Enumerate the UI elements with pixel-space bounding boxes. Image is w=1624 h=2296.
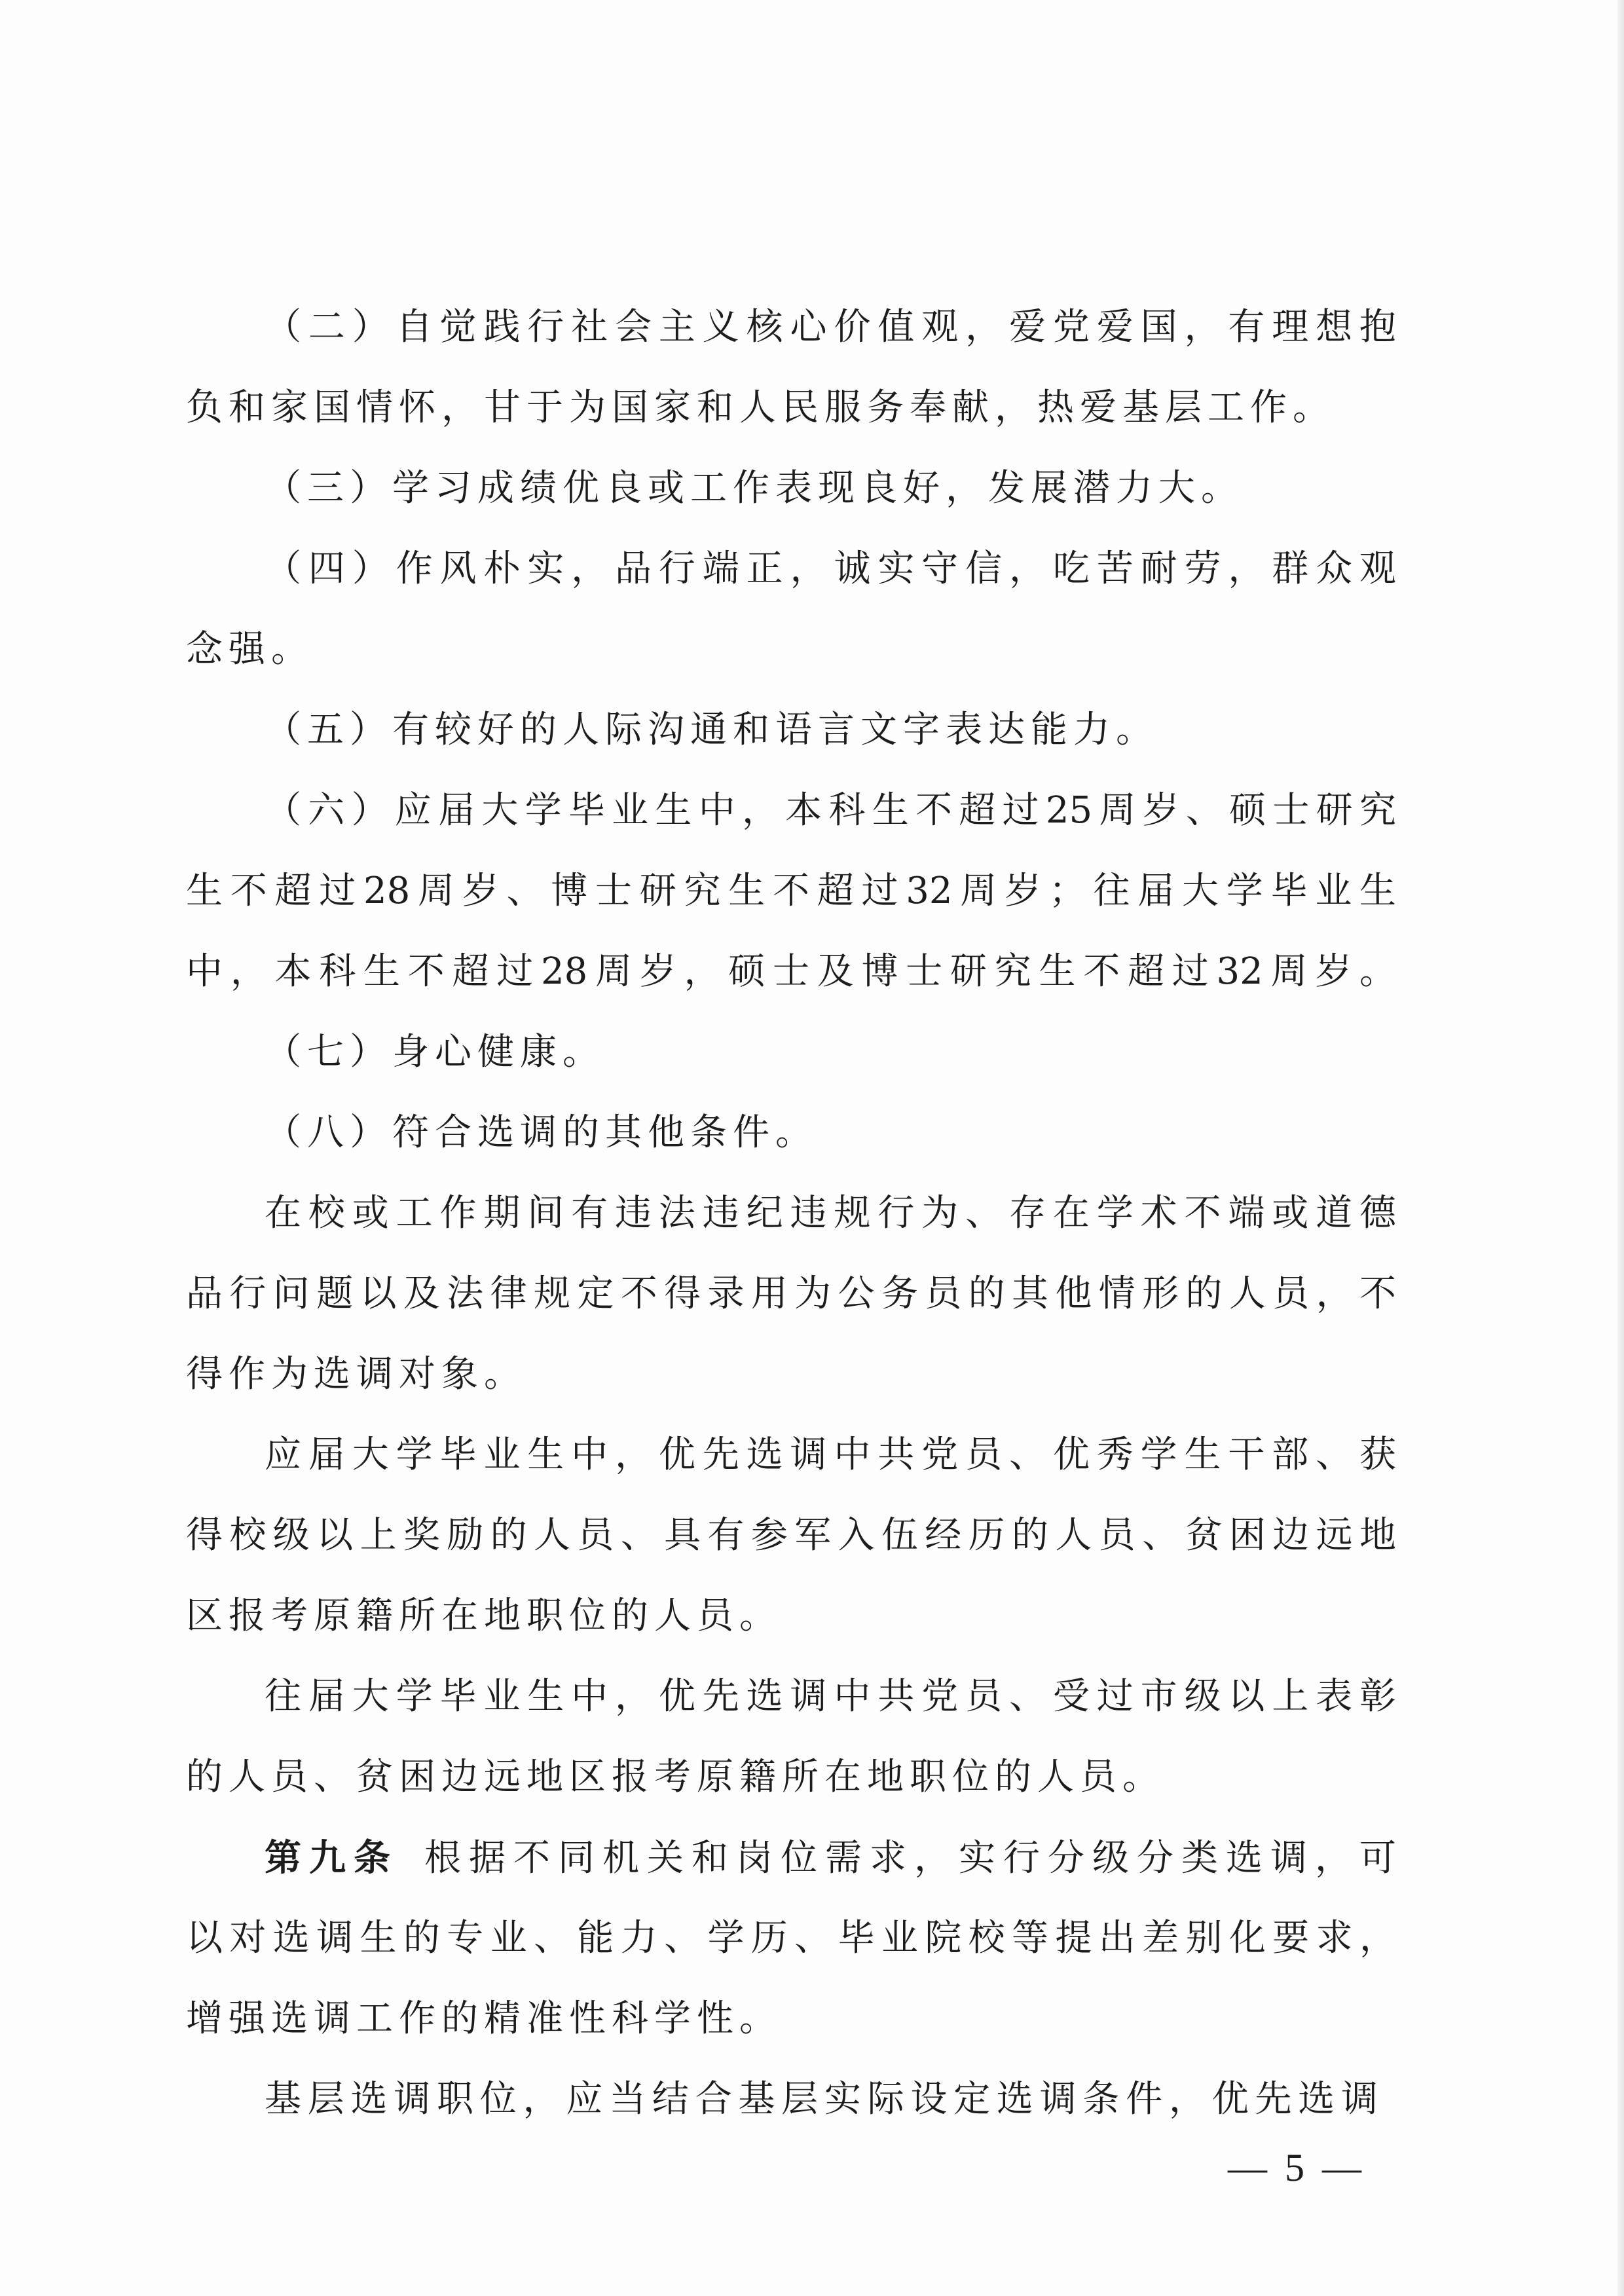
text-line: （四）作风朴实，品行端正，诚实守信，吃苦耐劳，群众观 [265, 547, 1396, 590]
text-line: 念强。 [186, 628, 314, 671]
text-line: 增强选调工作的精准性科学性。 [186, 1997, 782, 2040]
text-line: （八）符合选调的其他条件。 [265, 1111, 818, 1154]
text-line: （六）应届大学毕业生中，本科生不超过25周岁、硕士研究 [265, 789, 1396, 832]
article-label: 第九条 [265, 1836, 398, 1879]
text-line: 负和家国情怀，甘于为国家和人民服务奉献，热爱基层工作。 [186, 386, 1335, 429]
text-line: 中，本科生不超过28周岁，硕士及博士研究生不超过32周岁。 [186, 950, 1396, 993]
text-line: 以对选调生的专业、能力、学历、毕业院校等提出差别化要求， [186, 1917, 1396, 1959]
page-number: — 5 — [1228, 2146, 1365, 2189]
text-line: 生不超过28周岁、博士研究生不超过32周岁；往届大学毕业生 [186, 870, 1396, 912]
text-line: 区报考原籍所在地职位的人员。 [186, 1595, 782, 1637]
text-line: 品行问题以及法律规定不得录用为公务员的其他情形的人员，不 [186, 1272, 1396, 1315]
text-line: （七）身心健康。 [265, 1031, 605, 1073]
text-line: （二）自觉践行社会主义核心价值观，爱党爱国，有理想抱 [265, 306, 1396, 348]
text-line: 基层选调职位，应当结合基层实际设定选调条件，优先选调 [265, 2078, 1378, 2120]
text-line: （五）有较好的人际沟通和语言文字表达能力。 [265, 709, 1158, 751]
article-text: 根据不同机关和岗位需求，实行分级分类选调，可 [424, 1837, 1396, 1879]
text-line: （三）学习成绩优良或工作表现良好，发展潜力大。 [265, 467, 1244, 509]
text-line: 应届大学毕业生中，优先选调中共党员、优秀学生干部、获 [265, 1434, 1396, 1476]
text-line [265, 1832, 1396, 1884]
text-line: 在校或工作期间有违法违纪违规行为、存在学术不端或道德 [265, 1192, 1396, 1234]
text-line: 往届大学毕业生中，优先选调中共党员、受过市级以上表彰 [265, 1675, 1396, 1718]
text-line: 得校级以上奖励的人员、具有参军入伍经历的人员、贫困边远地 [186, 1514, 1396, 1557]
scan-edge [1617, 0, 1624, 2296]
text-line: 的人员、贫困边远地区报考原籍所在地职位的人员。 [186, 1756, 1165, 1798]
text-line: 得作为选调对象。 [186, 1353, 526, 1396]
